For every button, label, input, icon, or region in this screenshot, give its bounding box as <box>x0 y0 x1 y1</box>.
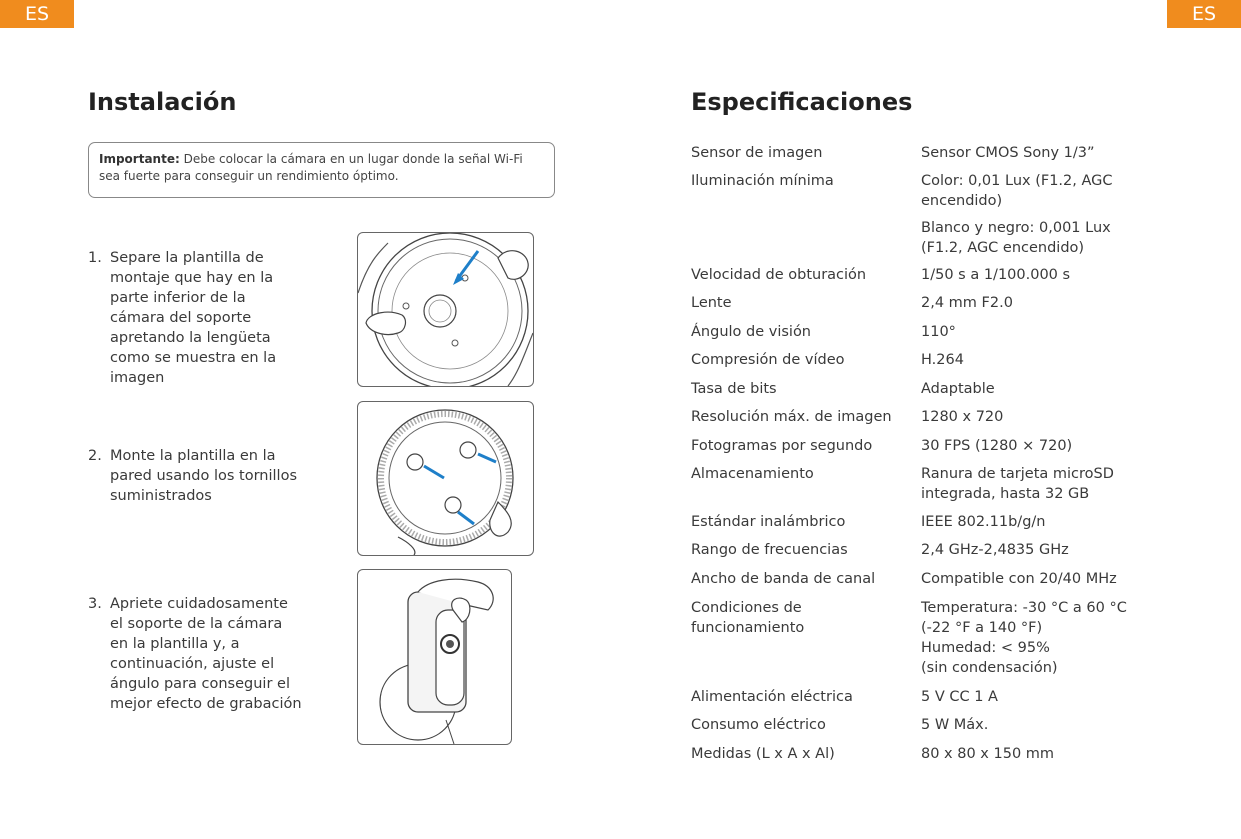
language-tab-left: ES <box>0 0 74 28</box>
spec-value: Blanco y negro: 0,001 Lux (F1.2, AGC encendido) <box>921 220 1111 256</box>
step-text: Apriete cuidadosamente el soporte de la cámara en la plantilla y, a continuación, ajuste el ángulo para conseguir el mejor efecto de grabación <box>110 596 302 712</box>
spec-label: Ancho de banda de canal <box>691 571 876 587</box>
spec-label: Fotogramas por segundo <box>691 438 873 454</box>
spec-label: Velocidad de obturación <box>691 267 867 283</box>
figure-remove-plate <box>357 232 534 387</box>
spec-value: Sensor CMOS Sony 1/3” <box>921 145 1095 161</box>
language-tab-right: ES <box>1167 0 1241 28</box>
spec-value: Ranura de tarjeta microSD integrada, hasta 32 GB <box>921 466 1114 502</box>
spec-value: 80 x 80 x 150 mm <box>921 746 1055 762</box>
spec-label: Consumo eléctrico <box>691 717 826 733</box>
figure-mount-plate <box>357 401 534 556</box>
mount-plate-illustration <box>358 402 533 555</box>
spec-label: Alimentación eléctrica <box>691 689 853 705</box>
spec-value: 30 FPS (1280 × 720) <box>921 438 1073 454</box>
step-number: 1. <box>88 250 102 266</box>
spec-value: Temperatura: -30 °C a 60 °C (-22 °F a 140 °F) <box>921 600 1127 636</box>
notice-label: Importante: <box>99 152 180 166</box>
spec-value: 2,4 GHz-2,4835 GHz <box>921 542 1069 558</box>
spec-value: Adaptable <box>921 381 995 397</box>
spec-label: Estándar inalámbrico <box>691 514 846 530</box>
spec-value: 5 W Máx. <box>921 717 989 733</box>
figure-attach-camera <box>357 569 512 745</box>
spec-label: Resolución máx. de imagen <box>691 409 892 425</box>
important-notice <box>88 142 555 198</box>
spec-value: Compatible con 20/40 MHz <box>921 571 1117 587</box>
spec-label: Sensor de imagen <box>691 145 823 161</box>
spec-value: (sin condensación) <box>921 660 1058 676</box>
step-text: Separe la plantilla de montaje que hay en la parte inferior de la cámara del soporte apretando la lengüeta como se muestra en la imagen <box>110 250 277 386</box>
installation-title: Instalación <box>88 88 237 116</box>
spec-label: Medidas (L x A x Al) <box>691 746 835 762</box>
spec-value: Color: 0,01 Lux (F1.2, AGC encendido) <box>921 173 1113 209</box>
spec-label: Condiciones de funcionamiento <box>691 600 805 636</box>
spec-value: 110° <box>921 324 956 340</box>
spec-value: H.264 <box>921 352 964 368</box>
spec-value: 1/50 s a 1/100.000 s <box>921 267 1071 283</box>
step-text: Monte la plantilla en la pared usando los tornillos suministrados <box>110 448 297 504</box>
spec-value: 2,4 mm F2.0 <box>921 295 1013 311</box>
attach-camera-illustration <box>358 570 511 744</box>
spec-label: Ángulo de visión <box>691 324 812 340</box>
spec-label: Tasa de bits <box>691 381 777 397</box>
step-number: 2. <box>88 448 102 464</box>
spec-label: Rango de frecuencias <box>691 542 848 558</box>
spec-label: Almacenamiento <box>691 466 814 482</box>
spec-label: Compresión de vídeo <box>691 352 845 368</box>
spec-value: 1280 x 720 <box>921 409 1004 425</box>
step-number: 3. <box>88 596 102 612</box>
notice-text: Debe colocar la cámara en un lugar donde la señal Wi-Fi sea fuerte para conseguir un rendimiento óptimo. <box>99 152 523 183</box>
specs-title: Especificaciones <box>691 88 913 116</box>
spec-value: Humedad: < 95% <box>921 640 1050 656</box>
install-step-3 <box>88 594 303 714</box>
spec-value: 5 V CC 1 A <box>921 689 998 705</box>
spec-label: Iluminación mínima <box>691 173 834 189</box>
install-step-2 <box>88 446 303 506</box>
install-step-1 <box>88 248 303 388</box>
spec-label: Lente <box>691 295 732 311</box>
remove-plate-illustration <box>358 233 533 386</box>
spec-value: IEEE 802.11b/g/n <box>921 514 1046 530</box>
